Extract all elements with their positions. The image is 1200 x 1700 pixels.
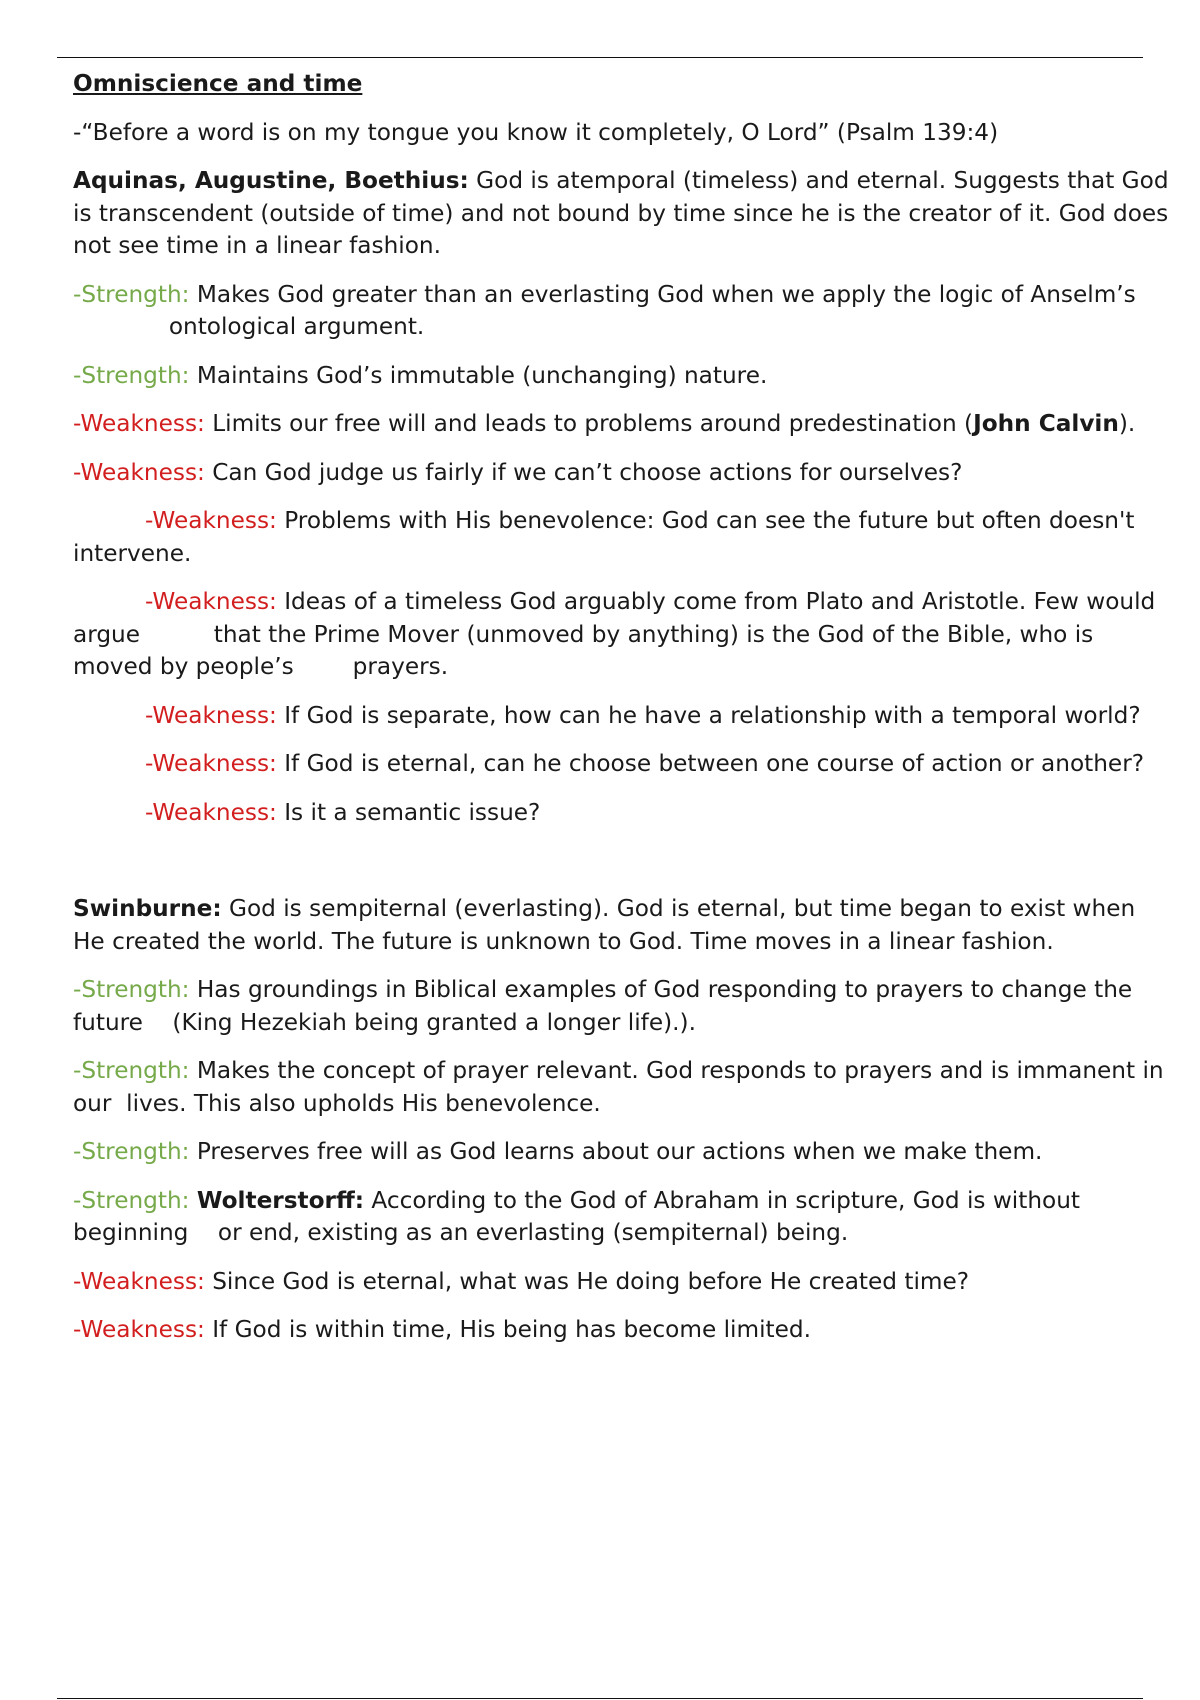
bottom-rule [57, 1698, 1143, 1699]
weakness-label: -Weakness: [73, 410, 205, 437]
point-weakness [73, 797, 1173, 830]
point-weakness [73, 1266, 1173, 1299]
point-bold-name: John Calvin [973, 410, 1119, 437]
page-title: Omniscience and time [73, 70, 363, 97]
point-weakness [73, 1314, 1173, 1347]
point-strength [73, 1136, 1173, 1169]
weakness-label: -Weakness: [73, 1316, 205, 1343]
point-text: Makes God greater than an everlasting God when we apply the logic of Anselm’s ontological argument. [73, 280, 1136, 340]
section-author: Swinburne: [73, 895, 222, 922]
strength-label: -Strength: [73, 1138, 190, 1165]
point-text: Ideas of a timeless God arguably come from Plato and Aristotle. Few would argue that the Prime Mover (unmoved by anything) is the God of the Bible, who is moved by people’s prayers. [73, 588, 1156, 680]
point-text: Since God is eternal, what was He doing before He created time? [204, 1267, 970, 1295]
point-text: Maintains God’s immutable (unchanging) nature. [189, 361, 768, 389]
point-text: Makes the concept of prayer relevant. God responds to prayers and is immanent in our lives. This also upholds His benevolence. [73, 1057, 1164, 1117]
point-strength [73, 360, 1173, 393]
point-strength [73, 1185, 1173, 1250]
point-weakness [73, 586, 1173, 684]
point-text: Can God judge us fairly if we can’t choose actions for ourselves? [204, 458, 963, 486]
section-spacer [73, 845, 1173, 893]
point-weakness [73, 505, 1173, 570]
strength-label: -Strength: [73, 1186, 190, 1214]
top-rule [57, 57, 1143, 58]
weakness-label: -Weakness: [145, 798, 277, 826]
weakness-label: -Weakness: [145, 588, 277, 615]
weakness-label: -Weakness: [145, 701, 277, 729]
point-weakness [73, 408, 1173, 441]
point-bold-name: Wolterstorff: [196, 1186, 365, 1214]
point-weakness [73, 457, 1173, 490]
point-text: Problems with His benevolence: God can see the future but often doesn't intervene. [73, 507, 1135, 567]
weakness-label: -Weakness: [73, 458, 205, 486]
point-strength [73, 1055, 1173, 1120]
section-text: God is sempiternal (everlasting). God is eternal, but time began to exist when He created the world. The future is unknown to God. Time moves in a linear fashion. [73, 895, 1136, 955]
strength-label: -Strength: [73, 361, 190, 389]
point-weakness [73, 700, 1173, 733]
weakness-label: -Weakness: [73, 1267, 205, 1295]
document-body [73, 68, 1173, 1363]
section-intro-atemporal [73, 165, 1173, 263]
point-text-after: ). [1118, 410, 1136, 437]
section-text: God is atemporal (timeless) and eternal. Suggests that God is transcendent (outside of time) and not bound by time since he is the creator of it. God does not see time in a linear fashion. [73, 167, 1169, 259]
strength-label: -Strength: [73, 1057, 190, 1084]
point-text: If God is eternal, can he choose between one course of action or another? [276, 750, 1145, 777]
point-text: Has groundings in Biblical examples of God responding to prayers to change the future (King Hezekiah being granted a longer life).). [73, 976, 1133, 1036]
weakness-label: -Weakness: [145, 507, 277, 534]
point-text: Is it a semantic issue? [276, 798, 541, 826]
point-weakness [73, 748, 1173, 781]
section-author: Aquinas, Augustine, Boethius: [73, 167, 469, 194]
psalm-quote: -“Before a word is on my tongue you know it completely, O Lord” (Psalm 139:4) [73, 118, 999, 146]
section-intro-sempiternal [73, 893, 1173, 958]
point-strength [73, 974, 1173, 1039]
point-strength [73, 279, 1173, 344]
weakness-label: -Weakness: [145, 750, 277, 777]
point-text: Limits our free will and leads to problems around predestination ( [204, 410, 974, 437]
point-text: According to the God of Abraham in scripture, God is without beginning or end, existing as an everlasting (sempiternal) being. [73, 1186, 1081, 1246]
point-text: If God is within time, His being has become limited. [204, 1316, 811, 1343]
strength-label: -Strength: [73, 280, 190, 308]
point-text: Preserves free will as God learns about our actions when we make them. [189, 1138, 1043, 1165]
strength-label: -Strength: [73, 976, 190, 1003]
point-text: If God is separate, how can he have a relationship with a temporal world? [276, 701, 1141, 729]
